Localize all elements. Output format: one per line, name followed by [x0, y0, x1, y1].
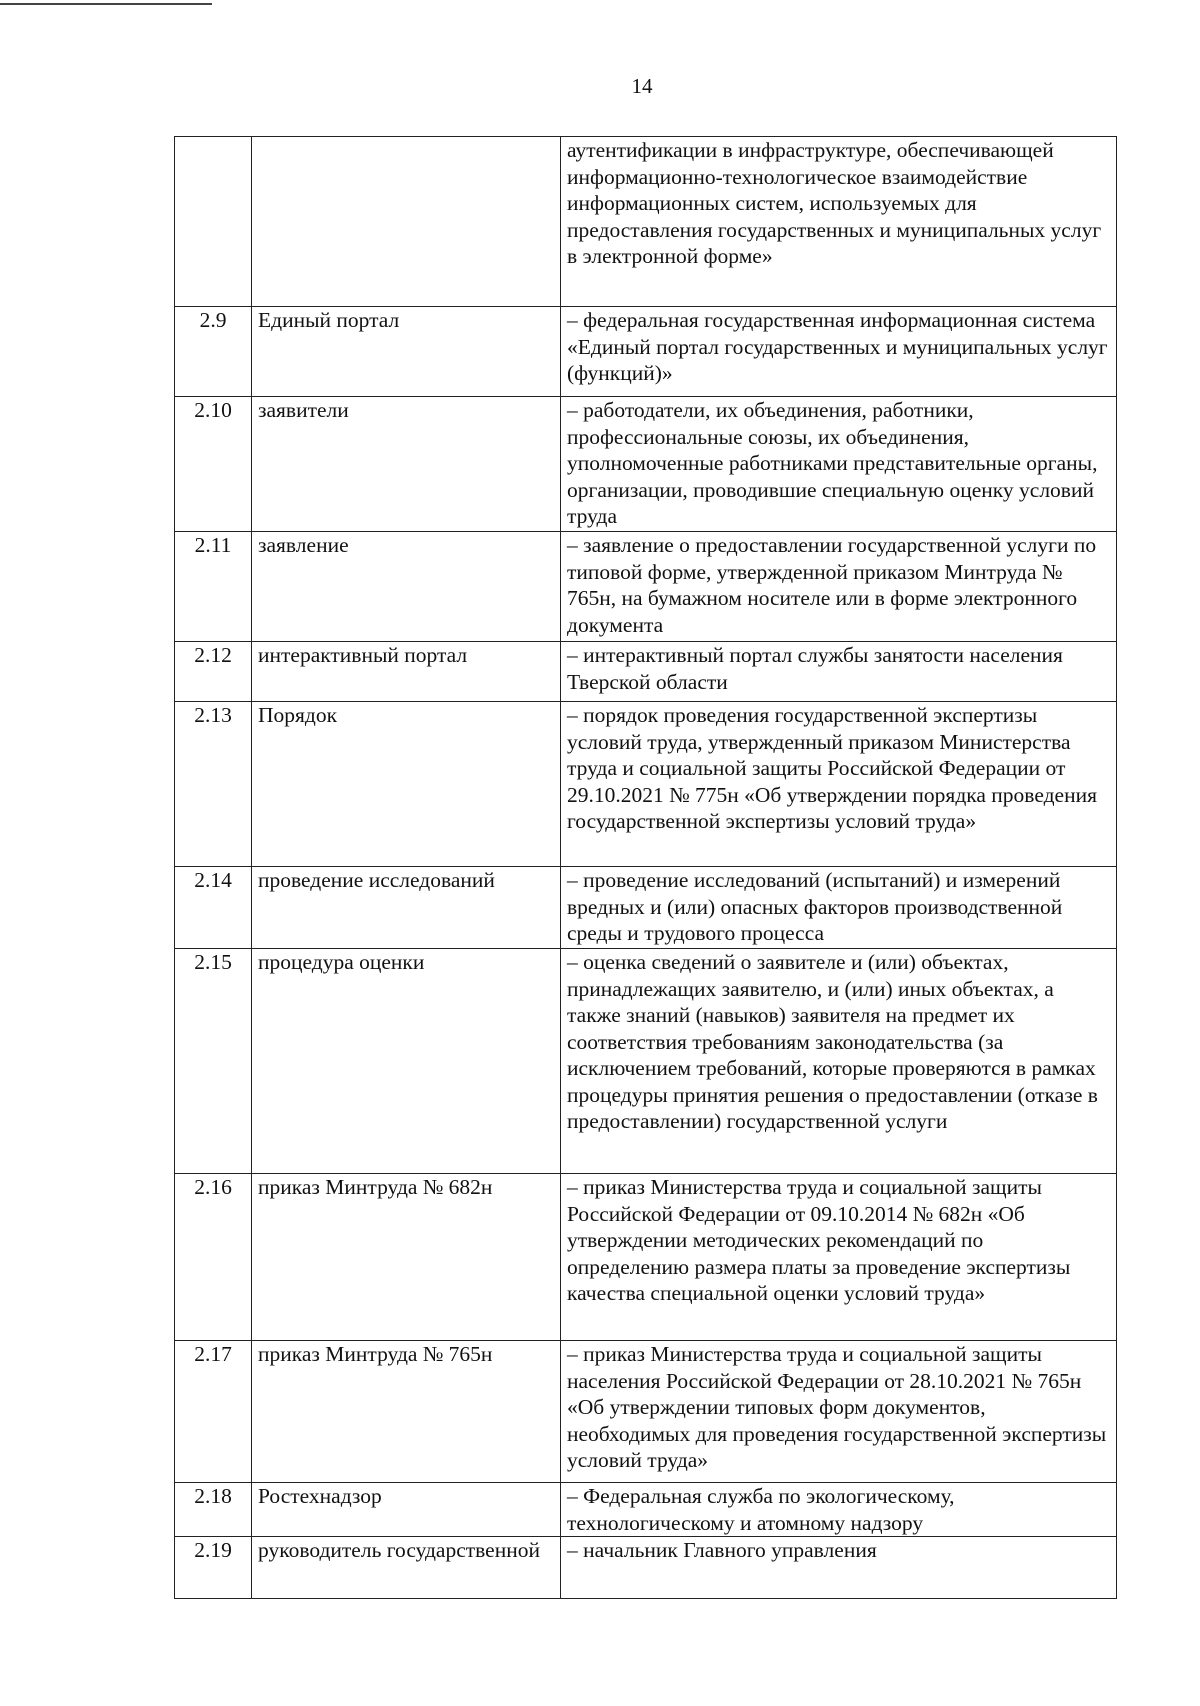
definition: – оценка сведений о заявителе и (или) объектах, принадлежащих заявителю, и (или) иных объектах, а также знаний (навыков) заявителя на предмет их соответствия требованиям законодательства (за исключением требований, которые проверяются в рамках процедуры принятия решения о предоставлении (отказе в предоставлении) государственной услуги	[561, 949, 1117, 1174]
term: руководитель государственной	[252, 1537, 561, 1599]
row-number: 2.15	[175, 949, 252, 1174]
row-number: 2.10	[175, 397, 252, 532]
table-row	[175, 307, 1117, 397]
term: приказ Минтруда № 765н	[252, 1341, 561, 1483]
definition: аутентификации в инфраструктуре, обеспечивающей информационно-технологическое взаимодействие информационных систем, используемых для предоставления государственных и муниципальных услуг в электронной форме»	[561, 137, 1117, 307]
row-number: 2.17	[175, 1341, 252, 1483]
definition: – начальник Главного управления	[561, 1537, 1117, 1599]
definition: – федеральная государственная информационная система «Единый портал государственных и муниципальных услуг (функций)»	[561, 307, 1117, 397]
row-number: 2.14	[175, 867, 252, 949]
row-number: 2.19	[175, 1537, 252, 1599]
term: заявление	[252, 532, 561, 642]
top-rule	[0, 3, 212, 5]
row-number: 2.16	[175, 1174, 252, 1341]
table-row	[175, 1483, 1117, 1537]
definition: – приказ Министерства труда и социальной защиты Российской Федерации от 09.10.2014 № 682н «Об утверждении методических рекомендаций по определению размера платы за проведение экспертизы качества специальной оценки условий труда»	[561, 1174, 1117, 1341]
row-number: 2.9	[175, 307, 252, 397]
table-row	[175, 137, 1117, 307]
term	[252, 137, 561, 307]
table-row	[175, 949, 1117, 1174]
definition: – порядок проведения государственной экспертизы условий труда, утвержденный приказом Министерства труда и социальной защиты Российской Федерации от 29.10.2021 № 775н «Об утверждении порядка проведения государственной экспертизы условий труда»	[561, 702, 1117, 867]
row-number: 2.13	[175, 702, 252, 867]
term: процедура оценки	[252, 949, 561, 1174]
definition: – интерактивный портал службы занятости населения Тверской области	[561, 642, 1117, 702]
definition: – приказ Министерства труда и социальной защиты населения Российской Федерации от 28.10.2021 № 765н «Об утверждении типовых форм документов, необходимых для проведения государственной экспертизы условий труда»	[561, 1341, 1117, 1483]
row-number: 2.18	[175, 1483, 252, 1537]
row-number	[175, 137, 252, 307]
term: Порядок	[252, 702, 561, 867]
table-row	[175, 642, 1117, 702]
definition: – проведение исследований (испытаний) и измерений вредных и (или) опасных факторов производственной среды и трудового процесса	[561, 867, 1117, 949]
page-number: 14	[631, 74, 653, 98]
table-row	[175, 1537, 1117, 1599]
definitions-table	[174, 136, 1117, 1599]
table-row	[175, 532, 1117, 642]
term: проведение исследований	[252, 867, 561, 949]
term: Единый портал	[252, 307, 561, 397]
term: интерактивный портал	[252, 642, 561, 702]
term: приказ Минтруда № 682н	[252, 1174, 561, 1341]
table-row	[175, 1174, 1117, 1341]
definition: – заявление о предоставлении государственной услуги по типовой форме, утвержденной приказом Минтруда № 765н, на бумажном носителе или в форме электронного документа	[561, 532, 1117, 642]
table-row	[175, 867, 1117, 949]
term: заявители	[252, 397, 561, 532]
table-row	[175, 1341, 1117, 1483]
definition: – работодатели, их объединения, работники, профессиональные союзы, их объединения, уполномоченные работниками представительные органы, организации, проводившие специальную оценку условий труда	[561, 397, 1117, 532]
row-number: 2.11	[175, 532, 252, 642]
row-number: 2.12	[175, 642, 252, 702]
definition: – Федеральная служба по экологическому, технологическому и атомному надзору	[561, 1483, 1117, 1537]
term: Ростехнадзор	[252, 1483, 561, 1537]
table-row	[175, 702, 1117, 867]
table-row	[175, 397, 1117, 532]
